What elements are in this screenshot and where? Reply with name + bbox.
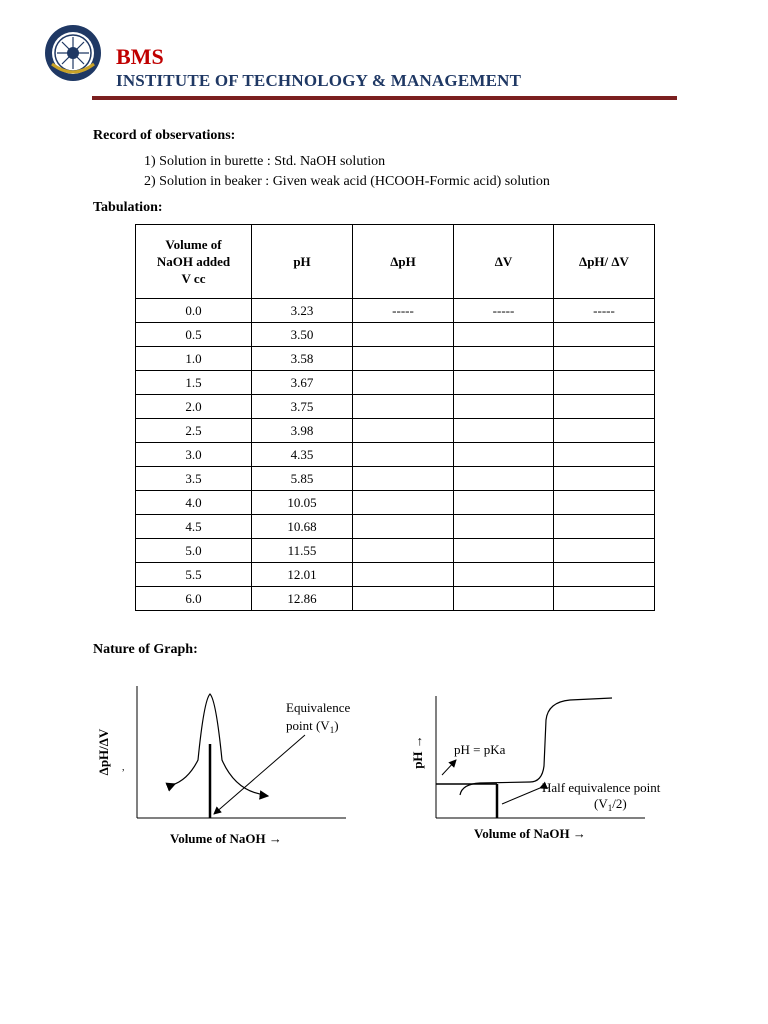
table-cell	[554, 323, 655, 347]
table-cell	[353, 419, 454, 443]
table-cell	[454, 491, 554, 515]
table-cell: 3.50	[252, 323, 353, 347]
derivative-curve	[172, 694, 266, 795]
table-cell	[554, 587, 655, 611]
table-cell: 5.85	[252, 467, 353, 491]
table-cell	[554, 371, 655, 395]
table-cell	[554, 467, 655, 491]
half-equivalence-arrow	[502, 788, 540, 804]
table-cell: 3.67	[252, 371, 353, 395]
table-row	[136, 347, 655, 371]
table-cell: 1.5	[136, 371, 252, 395]
table-cell: 2.0	[136, 395, 252, 419]
equivalence-arrow	[214, 735, 305, 814]
table-cell	[454, 395, 554, 419]
table-row	[136, 539, 655, 563]
table-cell	[554, 491, 655, 515]
header-divider	[92, 96, 677, 100]
table-cell	[454, 467, 554, 491]
table-cell	[353, 515, 454, 539]
half-equivalence-label: Half equivalence point	[542, 780, 661, 795]
table-cell: 5.0	[136, 539, 252, 563]
table-body	[136, 299, 655, 611]
table-cell	[353, 323, 454, 347]
observation-item: 1) Solution in burette : Std. NaOH solution	[144, 154, 386, 169]
table-cell: 0.5	[136, 323, 252, 347]
table-cell: 3.58	[252, 347, 353, 371]
x-axis-label: Volume of NaOH →	[170, 831, 282, 846]
y-axis-label: ΔpH/ΔV	[96, 728, 111, 776]
pka-label: pH = pKa	[454, 742, 506, 757]
table-cell: 12.01	[252, 563, 353, 587]
table-row	[136, 491, 655, 515]
institute-name: INSTITUTE OF TECHNOLOGY & MANAGEMENT	[116, 71, 522, 90]
table-cell: 4.35	[252, 443, 353, 467]
table-row	[136, 419, 655, 443]
equivalence-point-label: point $(V_1)$	[286, 718, 339, 735]
table-cell	[353, 587, 454, 611]
table-row	[136, 515, 655, 539]
table-cell	[353, 395, 454, 419]
table-cell	[353, 563, 454, 587]
table-row	[136, 371, 655, 395]
table-cell: 5.5	[136, 563, 252, 587]
table-cell: 3.0	[136, 443, 252, 467]
header-delta-ph: ΔpH	[353, 225, 454, 299]
table-cell	[554, 539, 655, 563]
table-cell: 0.0	[136, 299, 252, 323]
table-cell: 10.68	[252, 515, 353, 539]
half-equivalence-volume-label: $(V_1/2)$	[594, 796, 627, 813]
institute-logo-icon	[44, 24, 102, 82]
header-delta-ph-per-delta-v: ΔpH/ ΔV	[554, 225, 655, 299]
table-cell	[454, 587, 554, 611]
header-volume: Volume of NaOH added V cc	[136, 225, 252, 299]
header-delta-v: ΔV	[454, 225, 554, 299]
derivative-graph	[80, 680, 380, 860]
table-cell	[554, 515, 655, 539]
table-cell	[554, 563, 655, 587]
table-cell	[353, 443, 454, 467]
table-row	[136, 563, 655, 587]
table-cell	[353, 491, 454, 515]
table-cell	[554, 443, 655, 467]
header-ph: pH	[252, 225, 353, 299]
table-cell: 4.0	[136, 491, 252, 515]
table-cell	[454, 539, 554, 563]
table-header-row	[136, 225, 655, 299]
table-cell: -----	[353, 299, 454, 323]
table-row	[136, 587, 655, 611]
table-cell: 6.0	[136, 587, 252, 611]
x-axis-label: Volume of NaOH →	[474, 826, 586, 841]
table-cell	[454, 443, 554, 467]
table-cell	[454, 515, 554, 539]
table-cell: 3.98	[252, 419, 353, 443]
table-cell	[454, 419, 554, 443]
pka-arrow	[442, 760, 456, 775]
table-cell: 3.23	[252, 299, 353, 323]
table-cell: -----	[454, 299, 554, 323]
table-cell: 11.55	[252, 539, 353, 563]
y-axis-label: pH →	[410, 735, 425, 769]
observation-table	[135, 224, 655, 611]
table-cell	[454, 347, 554, 371]
table-cell: 10.05	[252, 491, 353, 515]
table-row	[136, 299, 655, 323]
equivalence-label: Equivalence	[286, 700, 351, 715]
observation-item: 2) Solution in beaker : Given weak acid (HCOOH-Formic acid) solution	[144, 174, 550, 189]
tabulation-heading: Tabulation:	[93, 200, 163, 215]
table-cell: 3.5	[136, 467, 252, 491]
table-cell	[353, 539, 454, 563]
table-cell	[454, 323, 554, 347]
table-row	[136, 395, 655, 419]
table-row	[136, 323, 655, 347]
titration-curve-graph	[400, 680, 700, 860]
observations-heading: Record of observations:	[93, 128, 236, 143]
table-cell: 2.5	[136, 419, 252, 443]
table-cell	[353, 371, 454, 395]
table-cell	[454, 563, 554, 587]
table-row	[136, 467, 655, 491]
table-cell: 3.75	[252, 395, 353, 419]
table-cell	[353, 347, 454, 371]
table-cell: 1.0	[136, 347, 252, 371]
table-cell: 4.5	[136, 515, 252, 539]
table-row	[136, 443, 655, 467]
table-cell	[554, 419, 655, 443]
tick-mark: ,	[122, 762, 125, 773]
graph-heading: Nature of Graph:	[93, 642, 198, 657]
brand-name: BMS	[116, 44, 164, 69]
table-cell	[353, 467, 454, 491]
table-cell: -----	[554, 299, 655, 323]
table-cell	[554, 347, 655, 371]
table-cell	[554, 395, 655, 419]
table-cell	[454, 371, 554, 395]
table-cell: 12.86	[252, 587, 353, 611]
